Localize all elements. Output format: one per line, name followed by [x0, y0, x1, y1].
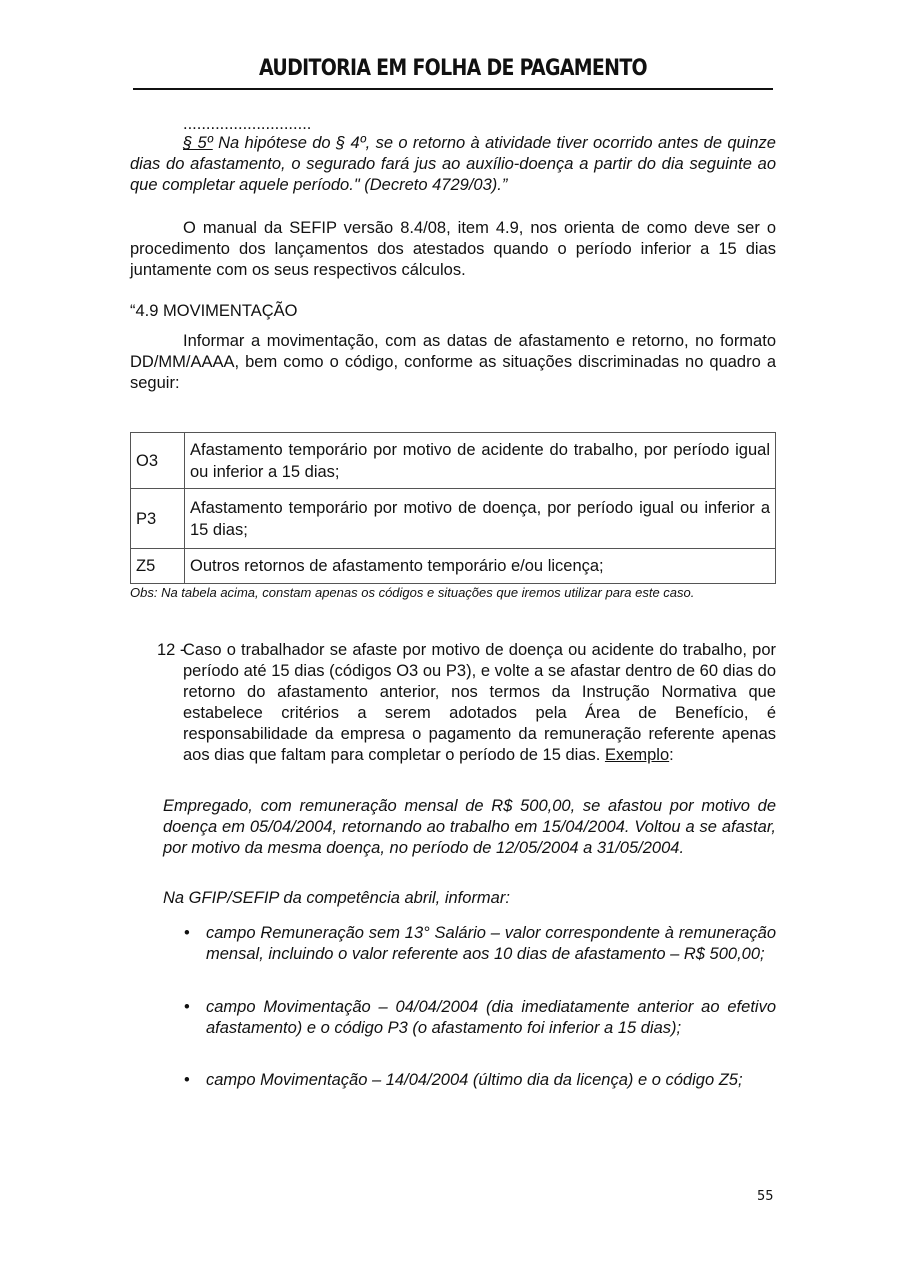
informar-paragraph: Informar a movimentação, com as datas de afastamento e retorno, no formato DD/MM/AAAA, bem como o código, conforme as situações discriminadas no quadro a seguir: — [130, 332, 776, 392]
quote-ellipsis — [130, 114, 776, 135]
codes-table — [130, 432, 776, 601]
ellipsis: ............................ — [183, 115, 312, 133]
item-text: Caso o trabalhador se afaste por motivo de doença ou acidente do trabalho, por período até 15 dias (códigos O3 ou P3), e volte a se afastar dentro de 60 dias do retorno do afastamento anterior, nos termos da Instrução Normativa que estabelece critérios a serem adotados pela Área de Benefício, é responsabilidade da empresa o pagamento da remuneração referente apenas aos dias que faltam para completar o período de 15 dias. — [183, 641, 776, 764]
example-paragraph: Empregado, com remuneração mensal de R$ 500,00, se afastou por motivo de doença em 05/04/2004, retornando ao trabalho em 15/04/2004. Voltou a se afastar, por motivo da mesma doença, no período de 12/05/2004 a 31/05/2004. — [163, 797, 776, 857]
bullet-icon: • — [184, 1071, 190, 1089]
example-label: Exemplo — [604, 746, 670, 764]
table-row — [131, 433, 776, 489]
quote-paragraph — [130, 133, 776, 196]
item-12-text — [183, 640, 776, 766]
page-header — [133, 58, 773, 90]
table-obs: Obs: Na tabela acima, constam apenas os códigos e situações que iremos utilizar para este caso. — [130, 585, 695, 600]
colon: : — [669, 746, 674, 764]
table-row — [131, 549, 776, 584]
gfip-intro: Na GFIP/SEFIP da competência abril, informar: — [163, 889, 510, 907]
bullet-item: campo Movimentação – 04/04/2004 (dia imediatamente anterior ao efetivo afastamento) e o código P3 (o afastamento foi inferior a 15 dias); — [206, 998, 776, 1037]
header-title: AUDITORIA EM FOLHA DE PAGAMENTO — [259, 56, 647, 81]
code-cell: P3 — [131, 489, 185, 549]
page-number: 55 — [757, 1189, 774, 1204]
description-cell: Afastamento temporário por motivo de acidente do trabalho, por período igual ou inferior a 15 dias; — [185, 433, 776, 489]
bullet-item: campo Movimentação – 14/04/2004 (último dia da licença) e o código Z5; — [206, 1071, 743, 1089]
bullet-item: campo Remuneração sem 13° Salário – valor correspondente à remuneração mensal, incluindo o valor referente aos 10 dias de afastamento – R$ 500,00; — [206, 924, 776, 963]
manual-paragraph: O manual da SEFIP versão 8.4/08, item 4.9, nos orienta de como deve ser o procedimento dos lançamentos dos atestados quando o período inferior a 15 dias juntamente com os seus respectivos cálculos. — [130, 219, 776, 279]
bullet-icon: • — [184, 924, 190, 942]
code-cell: Z5 — [131, 549, 185, 584]
bullet-icon: • — [184, 998, 190, 1016]
section-heading: “4.9 MOVIMENTAÇÃO — [130, 302, 298, 320]
description-cell: Afastamento temporário por motivo de doença, por período igual ou inferior a 15 dias; — [185, 489, 776, 549]
header-rule — [133, 88, 773, 90]
quote-text: Na hipótese do § 4º, se o retorno à atividade tiver ocorrido antes de quinze dias do afastamento, o segurado fará jus ao auxílio-doença a partir do dia seguinte ao que completar aquele período." (Decreto 4729/03).” — [130, 134, 776, 194]
item-number: 12 - — [157, 641, 186, 659]
code-cell: O3 — [131, 433, 185, 489]
description-cell: Outros retornos de afastamento temporário e/ou licença; — [185, 549, 776, 584]
section-mark: § 5º — [183, 134, 213, 152]
table-row — [131, 489, 776, 549]
